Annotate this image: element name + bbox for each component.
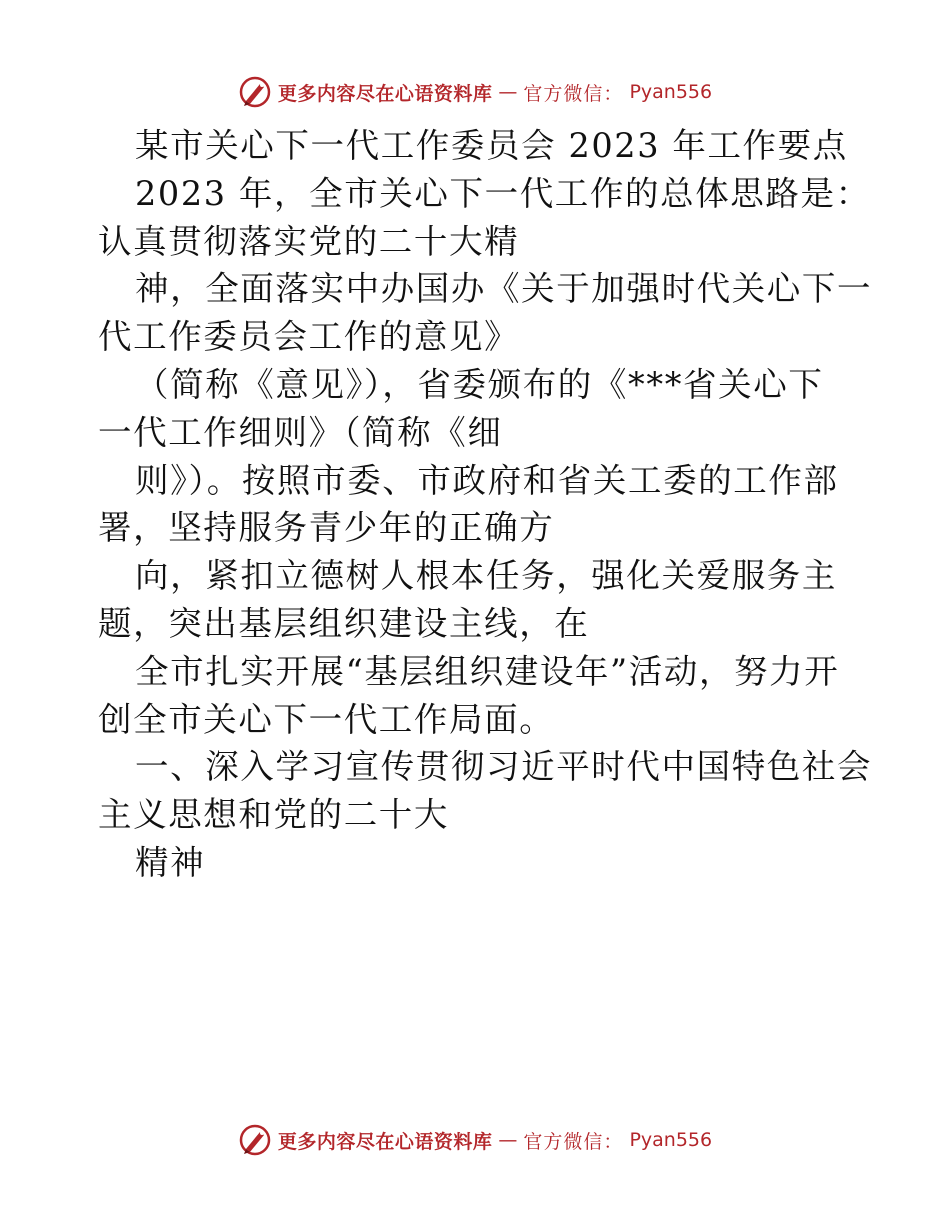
- document-line: 向，紧扣立德树人根本任务，强化关爱服务主: [135, 556, 837, 596]
- watermark-contact-id: Pyan556: [629, 81, 713, 103]
- document-line: 一、深入学习宣传贯彻习近平时代中国特色社会: [135, 747, 873, 787]
- footer-watermark: [0, 1120, 950, 1160]
- watermark-contact-id: Pyan556: [629, 1129, 713, 1151]
- document-line: 署，坚持服务青少年的正确方: [98, 508, 555, 548]
- watermark-lead-text: 更多内容尽在心语资料库: [277, 82, 493, 105]
- document-line: 神，全面落实中办国办《关于加强时代关心下一: [135, 269, 873, 309]
- document-line: 全市扎实开展“基层组织建设年”活动，努力开: [135, 651, 840, 691]
- document-line: 创全市关心下一代工作局面。: [98, 699, 555, 739]
- watermark-separator: —: [498, 1129, 518, 1151]
- header-watermark: [0, 72, 950, 112]
- document-line: 认真贯彻落实党的二十大精: [98, 221, 520, 261]
- document-line: （简称《意见》），省委颁布的《***省关心下: [135, 364, 824, 404]
- watermark-separator: —: [498, 81, 518, 103]
- pen-circle-logo-icon: [238, 1123, 272, 1157]
- watermark-lead-text: 更多内容尽在心语资料库: [277, 1130, 493, 1153]
- document-line: 某市关心下一代工作委员会 2023 年工作要点: [135, 126, 848, 165]
- document-line: 代工作委员会工作的意见》: [98, 317, 520, 357]
- document-line: 主义思想和党的二十大: [98, 795, 449, 835]
- watermark-contact-label: 官方微信：: [523, 82, 624, 105]
- pen-circle-logo-icon: [238, 75, 272, 109]
- document-line: 一代工作细则》（简称《细: [98, 412, 503, 452]
- document-line: 则》）。按照市委、市政府和省关工委的工作部: [135, 460, 839, 500]
- document-line: 题，突出基层组织建设主线，在: [98, 603, 590, 643]
- document-line: 2023 年，全市关心下一代工作的总体思路是：: [135, 173, 871, 213]
- document-line: 精神: [135, 842, 206, 882]
- watermark-contact-label: 官方微信：: [523, 1130, 624, 1153]
- document-body: [98, 122, 873, 887]
